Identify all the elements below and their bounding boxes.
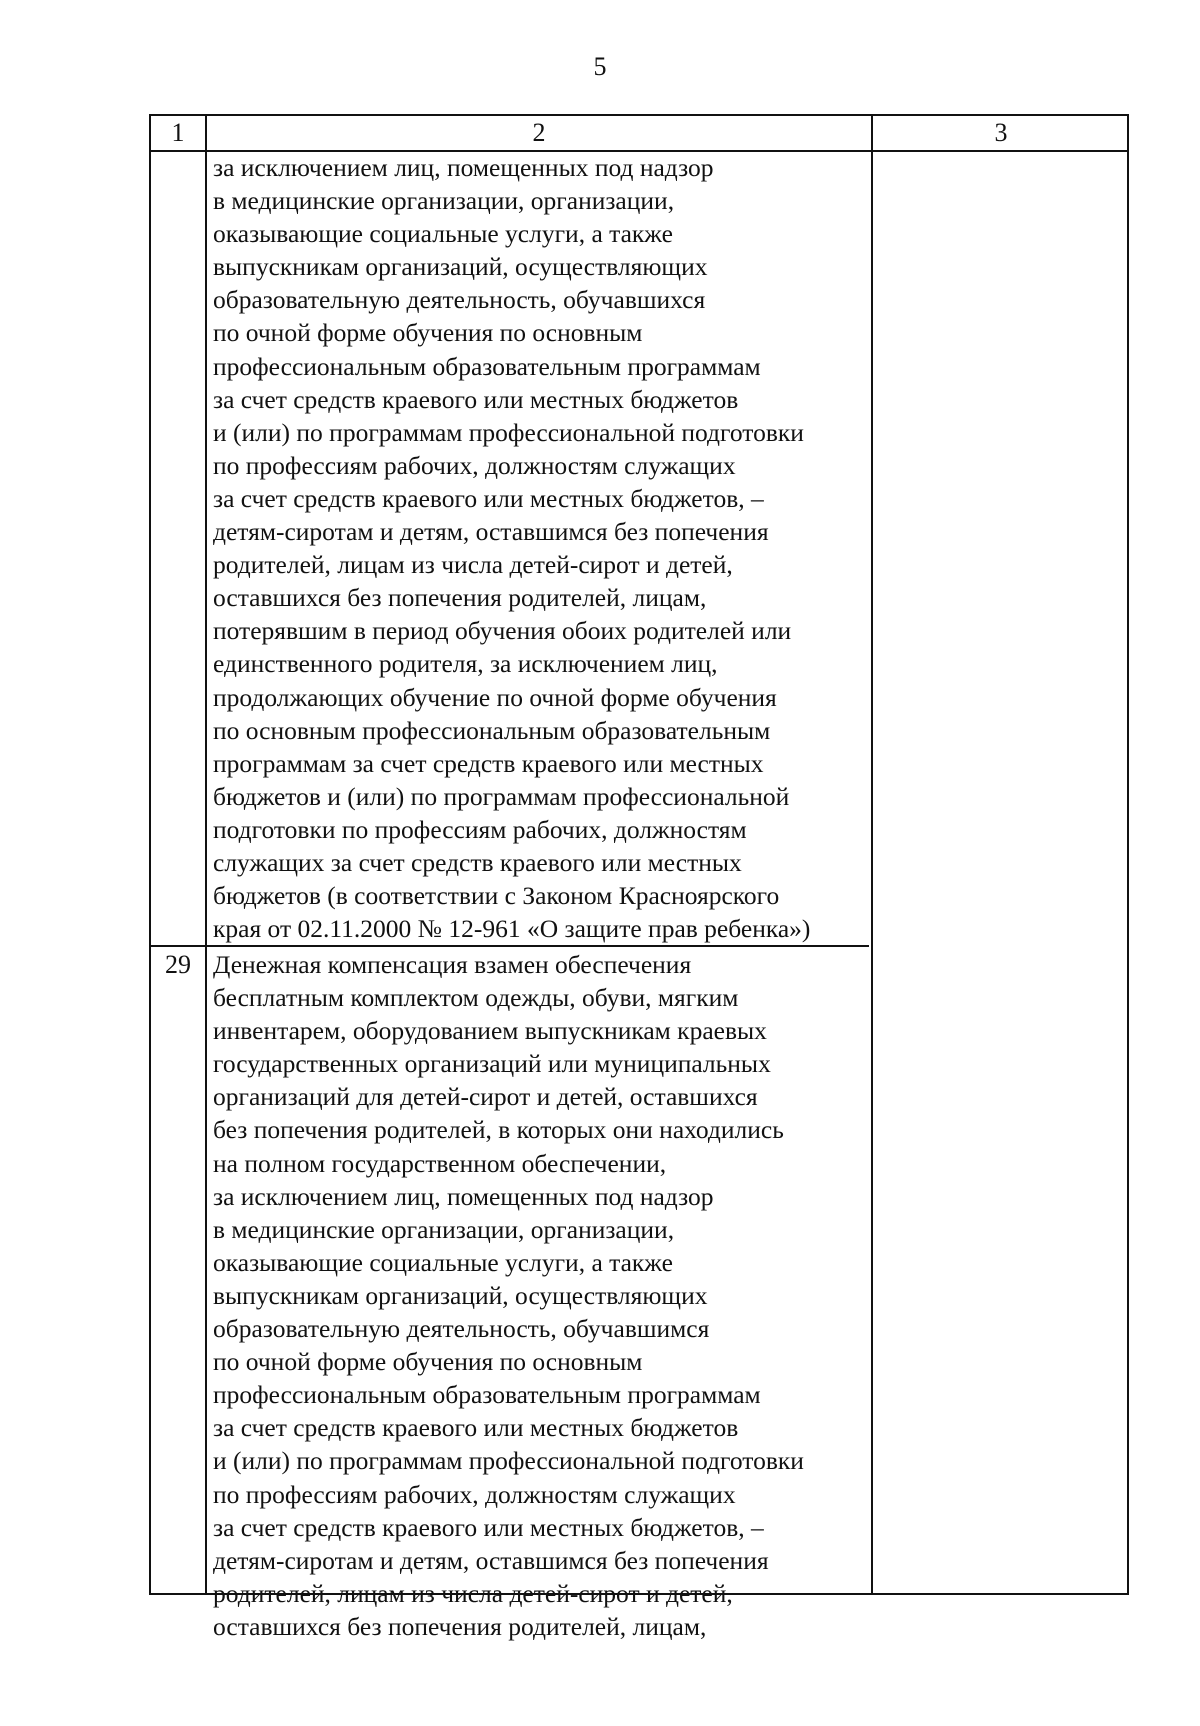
text-line: служащих за счет средств краевого или местных — [213, 847, 742, 877]
column-divider — [205, 116, 207, 1593]
column-header-1: 1 — [171, 118, 185, 147]
row-continuation-text — [213, 151, 869, 945]
document-table — [149, 114, 1129, 1641]
text-line: бюджетов и (или) по программам профессиональной — [213, 781, 790, 811]
text-line: единственного родителя, за исключением лиц, — [213, 649, 718, 679]
text-line: за счет средств краевого или местных бюджетов, – — [213, 483, 764, 513]
text-line: детям-сиротам и детям, оставшимся без попечения — [213, 517, 769, 547]
text-line: по очной форме обучения по основным — [213, 318, 643, 348]
text-line: за исключением лиц, помещенных под надзор — [213, 1181, 714, 1211]
page-number: 5 — [593, 52, 607, 81]
text-line: и (или) по программам профессиональной подготовки — [213, 1446, 804, 1476]
text-line: оказывающие социальные услуги, а также — [213, 1247, 673, 1277]
text-line: за счет средств краевого или местных бюджетов, – — [213, 1512, 764, 1542]
row-divider — [151, 945, 869, 947]
text-line: профессиональным образовательным программам — [213, 1380, 761, 1410]
text-line: за счет средств краевого или местных бюджетов — [213, 1413, 739, 1443]
text-line: на полном государственном обеспечении, — [213, 1148, 667, 1178]
text-line: государственных организаций или муниципальных — [213, 1049, 771, 1079]
text-line: образовательную деятельность, обучавшимся — [213, 1314, 710, 1344]
text-line: в медицинские организации, организации, — [213, 1214, 675, 1244]
text-line: и (или) по программам профессиональной подготовки — [213, 417, 804, 447]
text-line: оставшихся без попечения родителей, лицам, — [213, 583, 707, 613]
column-header-3: 3 — [994, 118, 1008, 147]
text-line: края от 02.11.2000 № 12-961 «О защите прав ребенка») — [213, 914, 811, 944]
text-line: без попечения родителей, в которых они находились — [213, 1115, 784, 1145]
text-line: по основным профессиональным образовательным — [213, 715, 771, 745]
text-line: потерявшим в период обучения обоих родителей или — [213, 616, 792, 646]
row-29-text — [213, 948, 869, 1643]
text-line: оказывающие социальные услуги, а также — [213, 219, 673, 249]
text-line: продолжающих обучение по очной форме обучения — [213, 682, 777, 712]
column-header-2: 2 — [532, 118, 546, 147]
text-line: по профессиям рабочих, должностям служащих — [213, 1479, 736, 1509]
text-line: организаций для детей-сирот и детей, оставшихся — [213, 1082, 758, 1112]
text-line: в медицинские организации, организации, — [213, 186, 675, 216]
text-line: родителей, лицам из числа детей-сирот и детей, — [213, 1578, 733, 1608]
text-line: по профессиям рабочих, должностям служащих — [213, 450, 736, 480]
text-line: за исключением лиц, помещенных под надзор — [213, 153, 714, 182]
text-line: выпускникам организаций, осуществляющих — [213, 1280, 708, 1310]
text-line: Денежная компенсация взамен обеспечения — [213, 950, 692, 979]
row-number: 29 — [165, 950, 191, 979]
text-line: бюджетов (в соответствии с Законом Красноярского — [213, 881, 780, 911]
column-divider — [871, 116, 873, 1593]
text-line: оставшихся без попечения родителей, лицам, — [213, 1611, 707, 1641]
text-line: родителей, лицам из числа детей-сирот и детей, — [213, 550, 733, 580]
text-line: за счет средств краевого или местных бюджетов — [213, 384, 739, 414]
text-line: подготовки по профессиям рабочих, должностям — [213, 814, 747, 844]
text-line: по очной форме обучения по основным — [213, 1347, 643, 1377]
text-line: детям-сиротам и детям, оставшимся без попечения — [213, 1545, 769, 1575]
text-line: выпускникам организаций, осуществляющих — [213, 252, 708, 282]
text-line: бесплатным комплектом одежды, обуви, мягким — [213, 983, 739, 1013]
text-line: инвентарем, оборудованием выпускникам краевых — [213, 1016, 767, 1046]
text-line: профессиональным образовательным программам — [213, 351, 761, 381]
text-line: образовательную деятельность, обучавшихся — [213, 285, 706, 315]
text-line: программам за счет средств краевого или местных — [213, 748, 764, 778]
